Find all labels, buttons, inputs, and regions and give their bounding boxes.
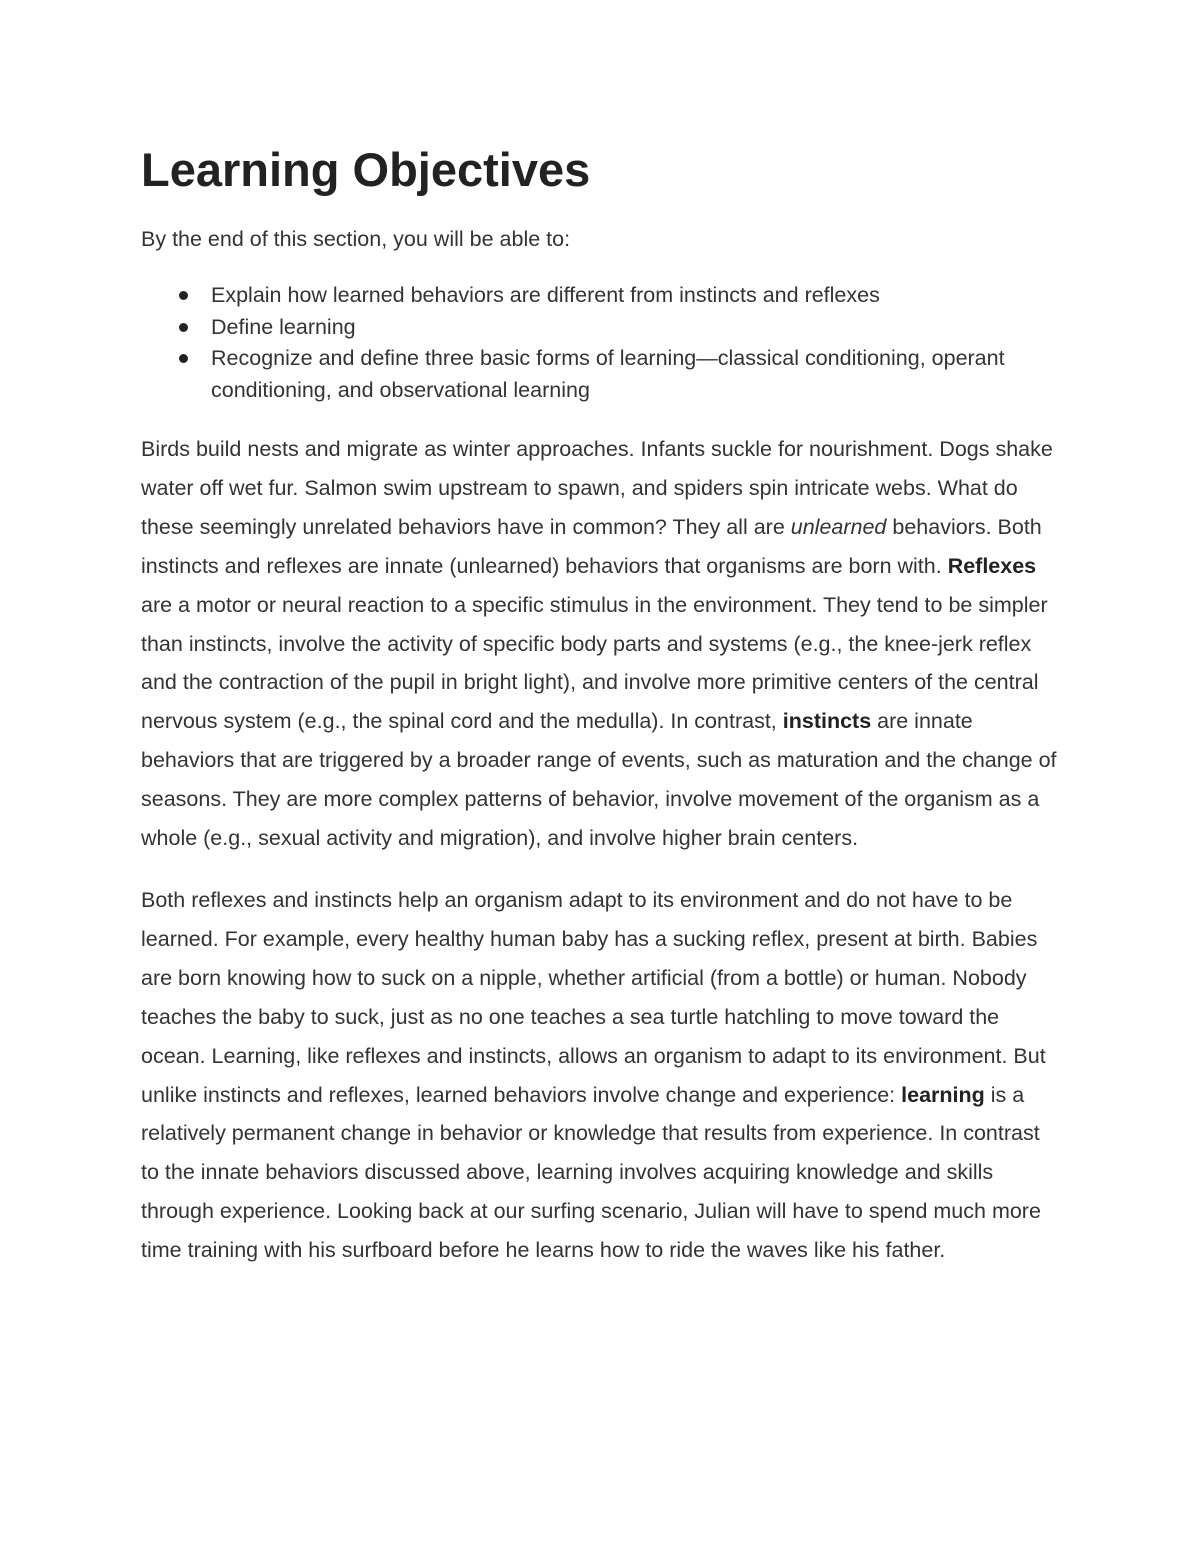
document-page [141,138,1061,1270]
paragraph-text: Birds build nests and migrate as winter approaches. Infants suckle for nourishment. Dogs shake water off wet fur. Salmon swim upstream to spawn, and spiders spin intricate webs. What do these seemingly unrelated behaviors have in common? They all are [141,437,1053,539]
list-item [141,312,1061,344]
body-paragraph-learning [141,881,1061,1270]
intro-text: By the end of this section, you will be able to: [141,227,571,251]
bullet-icon [179,291,188,300]
key-term-learning: learning [901,1082,985,1107]
paragraph-text: behaviors. Both instincts and reflexes are innate (unlearned) behaviors that organisms are born with. [141,514,1042,578]
paragraph-text: are innate behaviors that are triggered by a broader range of events, such as maturation and the change of seasons. They are more complex patterns of behavior, involve movement of the organism as a whole (e.g., sexual activity and migration), and involve higher brain centers. [141,709,1057,851]
body-paragraph-instincts-reflexes [141,430,1061,858]
list-item [141,343,1061,406]
objective-text: Recognize and define three basic forms of learning—classical conditioning, operant conditioning, and observational learning [211,346,1005,402]
key-term-instincts: instincts [782,709,872,734]
emphasis-unlearned: unlearned [790,514,887,539]
key-term-reflexes: Reflexes [947,553,1037,578]
page-title: Learning Objectives [141,143,591,196]
objective-text: Explain how learned behaviors are different from instincts and reflexes [211,283,880,307]
bullet-icon [179,354,188,363]
paragraph-text: is a relatively permanent change in behavior or knowledge that results from experience. In contrast to the innate behaviors discussed above, learning involves acquiring knowledge and skills through experience. Looking back at our surfing scenario, Julian will have to spend much more time training with his surfboard before he learns how to ride the waves like his father. [141,1082,1041,1263]
paragraph-text: Both reflexes and instincts help an organism adapt to its environment and do not have to be learned. For example, every healthy human baby has a sucking reflex, present at birth. Babies are born knowing how to suck on a nipple, whether artificial (from a bottle) or human. Nobody teaches the baby to suck, just as no one teaches a sea turtle hatchling to move toward the ocean. Learning, like reflexes and instincts, allows an organism to adapt to its environment. But unlike instincts and reflexes, learned behaviors involve change and experience: [141,887,1046,1107]
objective-text: Define learning [211,314,356,339]
list-item [141,280,1061,312]
paragraph-text: are a motor or neural reaction to a specific stimulus in the environment. They tend to be simpler than instincts, involve the activity of specific body parts and systems (e.g., the knee-jerk reflex and the contraction of the pupil in bright light), and involve more primitive centers of the central nervous system (e.g., the spinal cord and the medulla). In contrast, [141,592,1048,734]
bullet-icon [179,323,188,332]
objectives-list [141,280,1061,406]
